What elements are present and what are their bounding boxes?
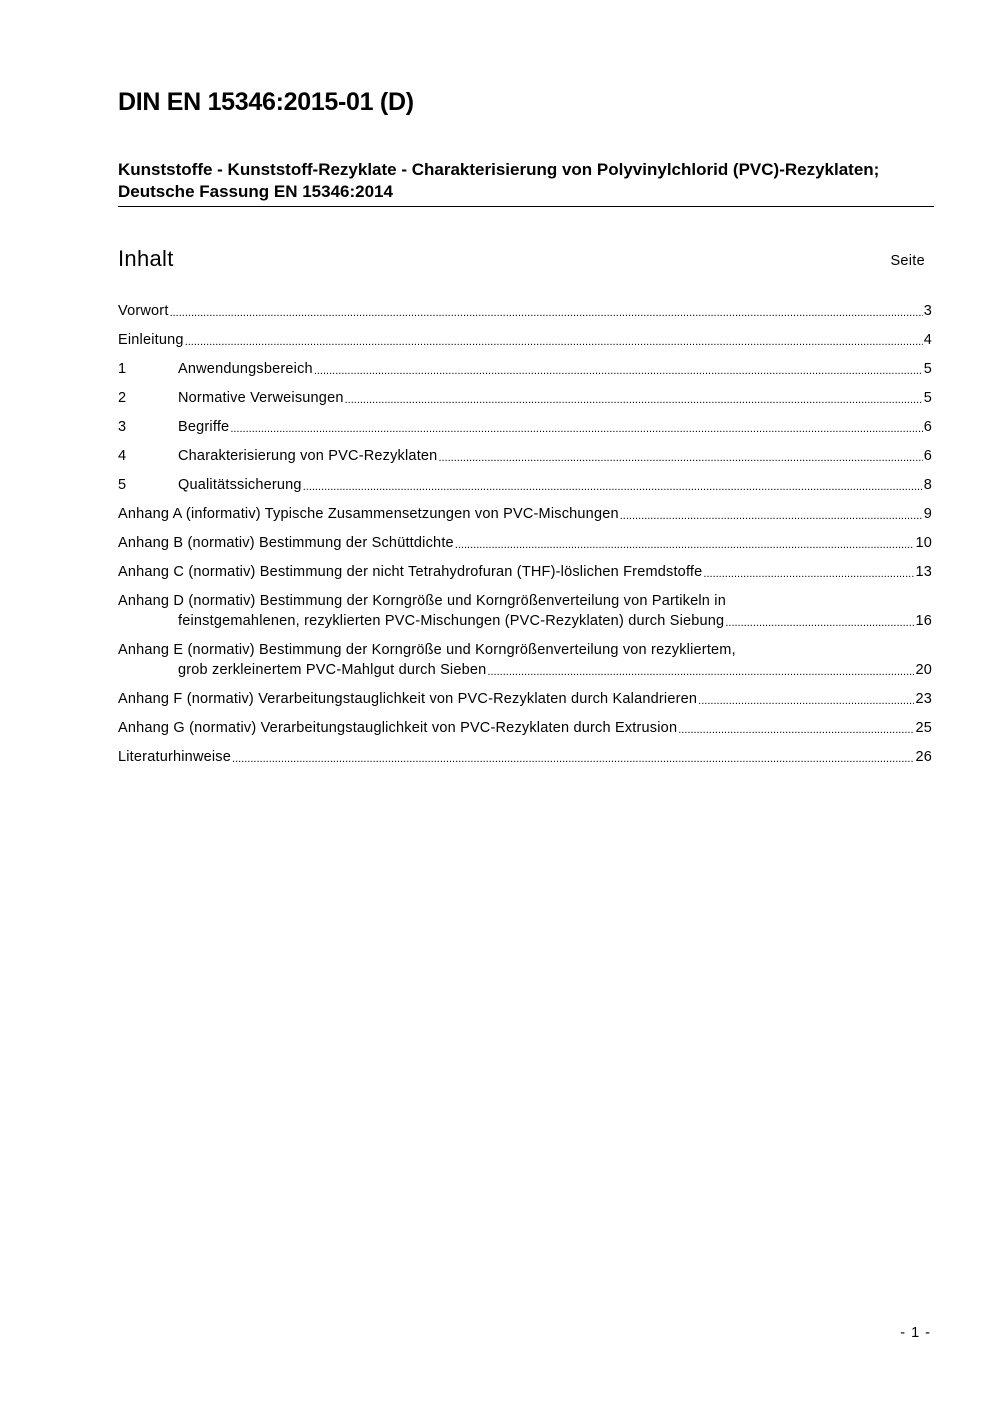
- toc-heading: Inhalt: [118, 246, 174, 271]
- toc-leader-dots: [185, 330, 923, 350]
- toc-entry-section-1[interactable]: [118, 359, 932, 388]
- toc-entry-annex-c[interactable]: [118, 562, 932, 591]
- toc-entry-text: Anwendungsbereich: [178, 361, 313, 377]
- toc-entry-page: 20: [915, 662, 932, 678]
- toc-leader-dots: [438, 446, 922, 466]
- toc-entry-section-2[interactable]: [118, 388, 932, 417]
- toc-leader-dots: [314, 359, 923, 379]
- toc-entry-annex-e[interactable]: [118, 640, 932, 689]
- toc-entry-text: Vorwort: [118, 303, 169, 319]
- toc-entry-text: Einleitung: [118, 332, 184, 348]
- toc-leader-dots: [345, 388, 923, 408]
- toc-entry-text: Begriffe: [178, 419, 230, 435]
- toc-entry-section-5[interactable]: [118, 475, 932, 504]
- toc-entry-annex-d[interactable]: [118, 591, 932, 640]
- toc-entry-page: 5: [923, 361, 932, 377]
- toc-entry-section-4[interactable]: [118, 446, 932, 475]
- toc-entry-section-3[interactable]: [118, 417, 932, 446]
- toc-entry-text: Charakterisierung von PVC-Rezyklaten: [178, 448, 438, 464]
- toc-entry-annex-a[interactable]: [118, 504, 932, 533]
- toc-entry-number: 4: [118, 448, 127, 464]
- toc-entry-annex-b[interactable]: [118, 533, 932, 562]
- toc-entry-page: 26: [915, 749, 932, 765]
- toc-leader-dots: [230, 417, 922, 437]
- toc-entry-number: 3: [118, 419, 127, 435]
- toc-entry-annex-f[interactable]: [118, 689, 932, 718]
- toc-entry-page: 3: [923, 303, 932, 319]
- toc-leader-dots: [232, 747, 914, 767]
- toc-entry-text: Anhang E (normativ) Bestimmung der Korngröße und Korngrößenverteilung von rezykliertem,: [118, 642, 736, 658]
- toc-entry-page: 6: [923, 419, 932, 435]
- toc-page-column-label: Seite: [890, 253, 925, 269]
- toc-entry-literaturhinweise[interactable]: [118, 747, 932, 776]
- toc-entry-number: 2: [118, 390, 127, 406]
- document-subtitle: Kunststoffe - Kunststoff-Rezyklate - Charakterisierung von Polyvinylchlorid (PVC)-Rezyklaten; Deutsche Fassung EN 15346:2014: [118, 160, 880, 201]
- toc-entry-text-continued: grob zerkleinertem PVC-Mahlgut durch Sieben: [178, 662, 487, 678]
- toc-entry-annex-g[interactable]: [118, 718, 932, 747]
- page-number: - 1 -: [900, 1325, 931, 1341]
- toc-entry-text-continued: feinstgemahlenen, rezyklierten PVC-Mischungen (PVC-Rezyklaten) durch Siebung: [178, 613, 725, 629]
- toc-entry-page: 6: [923, 448, 932, 464]
- toc-entry-page: 13: [915, 564, 932, 580]
- toc-entry-page: 9: [923, 506, 932, 522]
- document-title: DIN EN 15346:2015-01 (D): [118, 88, 414, 116]
- toc-entry-page: 4: [923, 332, 932, 348]
- toc-leader-dots: [620, 504, 923, 524]
- toc-leader-dots: [698, 689, 914, 709]
- toc-leader-dots: [487, 660, 914, 680]
- table-of-contents: [118, 301, 932, 776]
- toc-leader-dots: [303, 475, 923, 495]
- toc-entry-text: Anhang C (normativ) Bestimmung der nicht Tetrahydrofuran (THF)-löslichen Fremdstoffe: [118, 564, 703, 580]
- toc-entry-page: 10: [915, 535, 932, 551]
- toc-entry-vorwort[interactable]: [118, 301, 932, 330]
- toc-entry-number: 1: [118, 361, 127, 377]
- toc-leader-dots: [455, 533, 915, 553]
- toc-entry-page: 25: [915, 720, 932, 736]
- toc-leader-dots: [170, 301, 923, 321]
- toc-entry-text: Anhang D (normativ) Bestimmung der Korngröße und Korngrößenverteilung von Partikeln in: [118, 593, 726, 609]
- title-divider: [118, 206, 934, 207]
- toc-entry-page: 16: [915, 613, 932, 629]
- toc-entry-text: Qualitätssicherung: [178, 477, 302, 493]
- toc-entry-text: Literaturhinweise: [118, 749, 232, 765]
- toc-entry-text: Anhang B (normativ) Bestimmung der Schüttdichte: [118, 535, 454, 551]
- toc-entry-text: Normative Verweisungen: [178, 390, 344, 406]
- toc-entry-text: Anhang A (informativ) Typische Zusammensetzungen von PVC-Mischungen: [118, 506, 619, 522]
- toc-leader-dots: [703, 562, 914, 582]
- toc-entry-einleitung[interactable]: [118, 330, 932, 359]
- toc-entry-page: 5: [923, 390, 932, 406]
- toc-entry-number: 5: [118, 477, 127, 493]
- toc-entry-text: Anhang G (normativ) Verarbeitungstauglichkeit von PVC-Rezyklaten durch Extrusion: [118, 720, 678, 736]
- toc-leader-dots: [725, 611, 914, 631]
- toc-leader-dots: [678, 718, 914, 738]
- toc-entry-page: 23: [915, 691, 932, 707]
- toc-entry-text: Anhang F (normativ) Verarbeitungstauglichkeit von PVC-Rezyklaten durch Kalandrieren: [118, 691, 698, 707]
- toc-entry-page: 8: [923, 477, 932, 493]
